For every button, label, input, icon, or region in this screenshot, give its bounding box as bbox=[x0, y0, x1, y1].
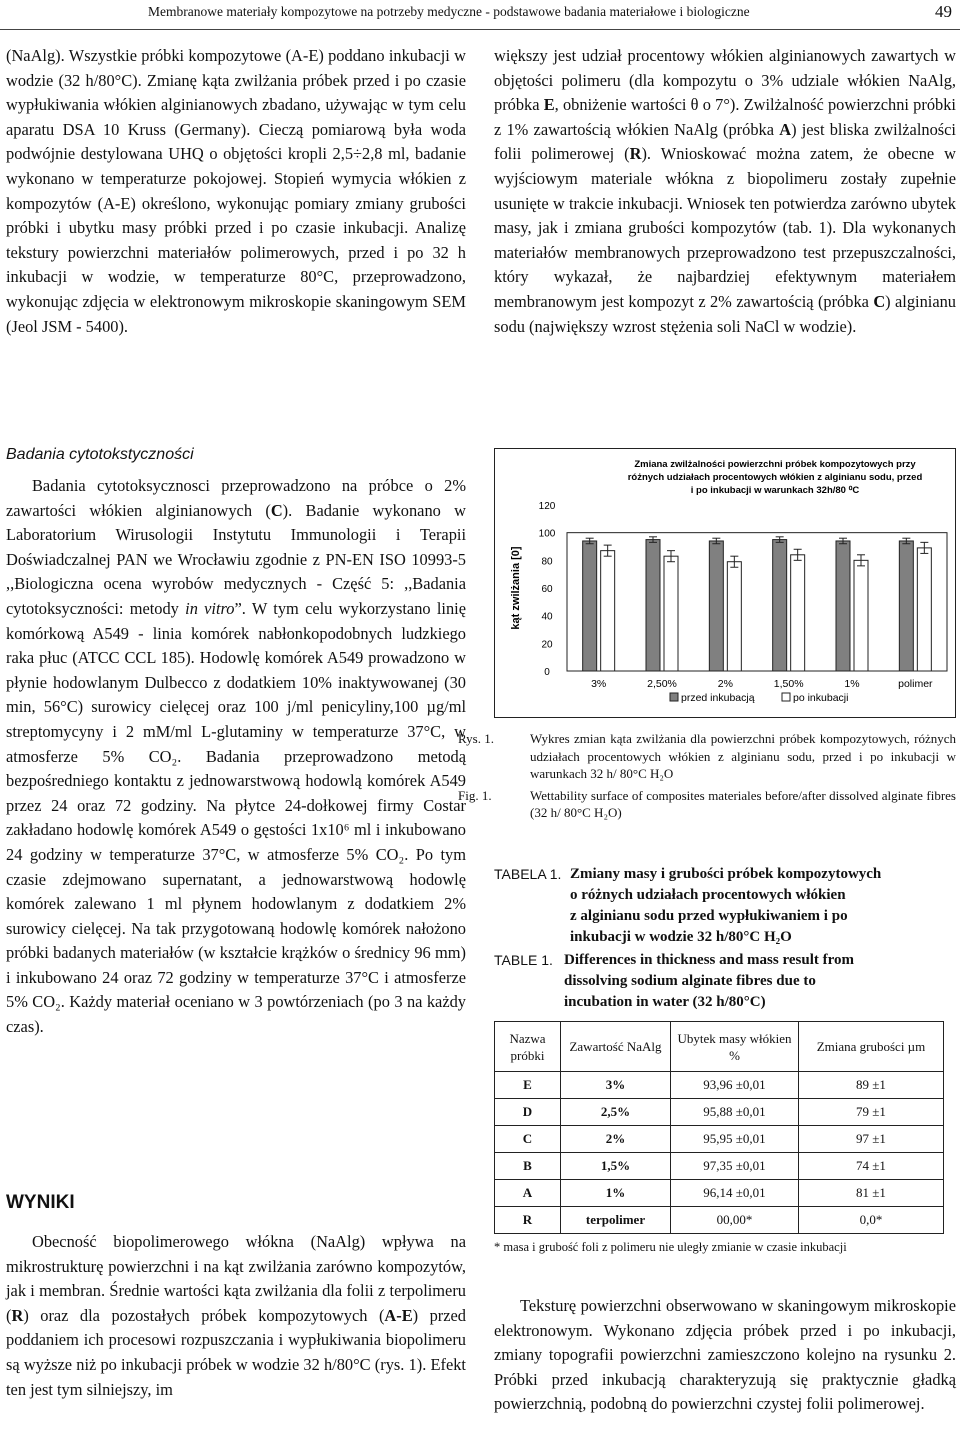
table-caption-en: TABLE 1. Differences in thickness and mass result from dissolving sodium alginate fibres due to incubation in water (32 h/80°C) bbox=[494, 952, 854, 1010]
bar-after bbox=[917, 548, 931, 671]
table-caption-pl: TABELA 1. Zmiany masy i grubości próbek kompozytowych o różnych udziałach procentowych włókien z alginianu sodu przed wypłukiwaniem i po inkubacji w wodzie 32 h/80°C H₂O bbox=[494, 866, 882, 945]
table-row: E 3% 93,96 ±0,01 89 ±1 bbox=[495, 1072, 944, 1099]
figure-caption-pl: Rys. 1. Wykres zmian kąta zwilżania dla powierzchni próbek kompozytowych, różnych udziałach procentowych włókien z alginianu sodu, przed i po inkubacji w warunkach 32 h/ 80°C H₂O bbox=[458, 731, 956, 781]
figure-caption bbox=[458, 730, 956, 822]
table-row: A 1% 96,14 ±0,01 81 ±1 bbox=[495, 1180, 944, 1207]
paragraph-discussion: większy jest udział procentowy włókien alginianowych zawartych w objętości polimeru (dla kompozytu o 3% udziale włókien NaAlg, próbka E, obniżenie wartości θ o 7°). Zwilżalność powierzchni próbki z 1% zawartością włókien NaAlg (próbka A) jest bliska zwilżalności folii polimerowej (R). Wnioskować można zatem, że obecne w wyjściowym materiale włókna z biopolimeru zostały zupełnie usunięte w trakcie inkubacji. Wniosek ten potwierdza zarówno ubytek masy, jak i zmiana grubości kompozytów (tab. 1). Dla wykonanych materiałów membranowych przeprowadzono test przepuszczalności, który wykazał, że najbardziej efektywnym materiałem membranowym jest kompozyt z 2% zawartością (próbka C) alginianu sodu (największy wzrost stężenia soli NaCl w wodzie). bbox=[494, 46, 956, 336]
legend-label: po inkubacji bbox=[793, 692, 849, 704]
y-tick-label: 80 bbox=[541, 556, 553, 568]
bar-before bbox=[583, 541, 597, 671]
paragraph-results: Obecność biopolimerowego włókna (NaAlg) wpływa na mikrostrukturę powierzchni i na kąt zwilżania zarówno kompozytów, jak i membran. Średnie wartości kąta zwilżania dla folii z terpolimeru (R) oraz dla pozostałych próbek kompozytowych (A-E) przed poddaniem ich procesowi rozpuszczania i wypłukiwania biopolimeru są wyższe niż po inkubacji próbek w wodzie 32 h/80°C (rys. 1). Efekt ten jest tym silniejszy, im bbox=[6, 1232, 466, 1399]
bar-before bbox=[709, 541, 723, 671]
header-cell: Nazwa próbki bbox=[495, 1022, 561, 1072]
chart-title-line: Zmiana zwilżalności powierzchni próbek kompozytowych przy bbox=[634, 459, 916, 470]
table-header-row bbox=[495, 1022, 944, 1072]
x-tick-label: polimer bbox=[898, 678, 933, 690]
x-tick-label: 1,50% bbox=[773, 678, 804, 690]
legend-swatch bbox=[782, 693, 790, 701]
y-tick-label: 120 bbox=[538, 501, 556, 512]
y-tick-label: 20 bbox=[541, 639, 553, 651]
bar-after bbox=[791, 555, 805, 671]
plot-area bbox=[567, 533, 947, 671]
x-tick-label: 1% bbox=[844, 678, 860, 690]
bar-before bbox=[899, 541, 913, 671]
bar-after bbox=[727, 562, 741, 671]
bar-before bbox=[836, 541, 850, 671]
table-row: R terpolimer 00,00* 0,0* bbox=[495, 1207, 944, 1234]
bar-before bbox=[646, 540, 660, 671]
results-table bbox=[494, 1021, 944, 1234]
x-tick-label: 2% bbox=[717, 678, 733, 690]
header-cell: Zmiana grubości µm bbox=[799, 1022, 944, 1072]
paragraph-cytotoxicity: Badania cytotoksycznosci przeprowadzono na próbce o 2% zawartości włókien alginianowych (C). Badanie wykonano w Laboratorium Wirusologii Instytutu Immunologii i Terapii Doświadczalnej PAN we Wrocławiu zgodnie z PN-EN ISO 10993-5 ,,Biologiczna ocena wyrobów medycznych - Część 5: ,,Badania cytotoksyczności: metody in vitro”. W tym celu wykorzystano linię komórkową A549 - linia komórek nabłonkopodobnych ludzkiego raka płuc (ATCC CCL 185). Hodowlę komórek A549 prowadzono w płynie hodowlanym Dulbecco z dodatkiem 10% inaktywowanej (30 min, 56°C) surowicy cielęcej oraz 100 j/ml penicyliny,100 µg/ml streptomycyny i 2 mM/ml L-glutaminy w temperaturze 37°C, w atmosferze 5% CO₂. Badania przeprowadzono metodą bezpośredniego kontaktu z jednowarstwową hodowlą komórek A549 przez 24 oraz 72 godziny. Na płytce 24-dołkowej firmy Costar zakładano hodowlę komórek A549 o gęstości 1x10⁶ ml i inkubowano 24 godziny w temperaturze 37°C, w atmosferze 5% CO₂. Po tym czasie zdejmowano supernatant, a jednowarstwową hodowlę komórek zalewano 1 ml płynem hodowlanym z dodatkiem 2% surowicy cielęcej. Na tak przygotowaną hodowlę komórek nałożono próbki badanych materiałów (w kształcie krążków o średnicy 96 mm) i inkubowano 24 oraz 72 godziny w temperaturze 37°C i atmosferze 5% CO₂. Każdy materiał oceniano w 3 powtórzeniach (po 3 na każdy czas). bbox=[6, 476, 466, 1037]
page-number: 49 bbox=[935, 2, 952, 21]
chart-title-line: różnych udziałach procentowych włókien z alginianu sodu, przed bbox=[627, 472, 923, 483]
table-row: C 2% 95,95 ±0,01 97 ±1 bbox=[495, 1126, 944, 1153]
wettability-chart bbox=[494, 448, 956, 718]
bar-before bbox=[773, 540, 787, 671]
section-heading-results: WYNIKI bbox=[6, 1192, 75, 1213]
table-row: D 2,5% 95,88 ±0,01 79 ±1 bbox=[495, 1099, 944, 1126]
chart-title-line: i po inkubacji w warunkach 32h/80 ⁰C bbox=[690, 485, 860, 496]
header-cell: Zawartość NaAlg bbox=[561, 1022, 671, 1072]
header-cell: Ubytek masy włókien % bbox=[671, 1022, 799, 1072]
figure-caption-en: Fig. 1. Wettability surface of composites materiales before/after dissolved alginate fibres (32 h/ 80°C H₂O) bbox=[458, 787, 956, 820]
paragraph-methods: (NaAlg). Wszystkie próbki kompozytowe (A-E) poddano inkubacji w wodzie (32 h/80°C). Zmianę kąta zwilżania próbek przed i po czasie wypłukiwania włókien alginianowych zbadano, używając w tym celu aparatu DSA 10 Kruss (Germany). Cieczą pomiarową była woda podwójnie destylowana UHQ o objętości kropli 2,5÷2,8 ml, badanie wykonano w temperaturze pokojowej. Stopień wymycia włókien z kompozytów (A-E) określono, wykonując pomiary zmiany grubości próbki i ubytku masy próbki przed i po czasie inkubacji. Analizę tekstury powierzchni materiałów polimerowych, przed i po 32 h inkubacji w wodzie, w temperaturze 80°C, przeprowadzono, wykonując zdjęcia w elektronowym mikroskopie skaningowym SEM (Jeol JSM - 5400). bbox=[6, 46, 466, 336]
y-tick-label: 60 bbox=[541, 584, 553, 595]
paragraph-sem: Teksturę powierzchni obserwowano w skaningowym mikroskopie elektronowym. Wykonano zdjęcia próbek przed i po inkubacji, zmiany topografii powierzchni zamieszczono kolejno na rysunku 2. Próbki przed inkubacją charakteryzują się praktycznie gładką powierzchnią, podobną do powierzchni czystej folii polimerowej. bbox=[494, 1296, 956, 1414]
y-tick-label: 40 bbox=[541, 611, 553, 623]
bar-after bbox=[601, 551, 615, 671]
running-header bbox=[0, 0, 960, 30]
legend-swatch bbox=[670, 693, 678, 701]
legend-label: przed inkubacją bbox=[681, 692, 755, 704]
bar-after bbox=[854, 560, 868, 671]
table-footnote: * masa i grubość foli z polimeru nie uległy zmianie w czasie inkubacji bbox=[494, 1240, 847, 1254]
table-row: B 1,5% 97,35 ±0,01 74 ±1 bbox=[495, 1153, 944, 1180]
chart-svg bbox=[495, 449, 955, 717]
bar-after bbox=[664, 556, 678, 671]
x-tick-label: 2,50% bbox=[647, 678, 677, 690]
y-tick-label: 0 bbox=[544, 667, 550, 678]
x-tick-label: 3% bbox=[591, 678, 607, 690]
y-tick-label: 100 bbox=[538, 528, 556, 540]
header-title: Membranowe materiały kompozytowe na potrzeby medyczne - podstawowe badania materiałowe i biologiczne bbox=[148, 4, 750, 19]
section-heading-cytotoxicity: Badania cytotokstyczności bbox=[6, 446, 194, 463]
y-axis-label: kąt zwilżania [0] bbox=[510, 546, 522, 630]
